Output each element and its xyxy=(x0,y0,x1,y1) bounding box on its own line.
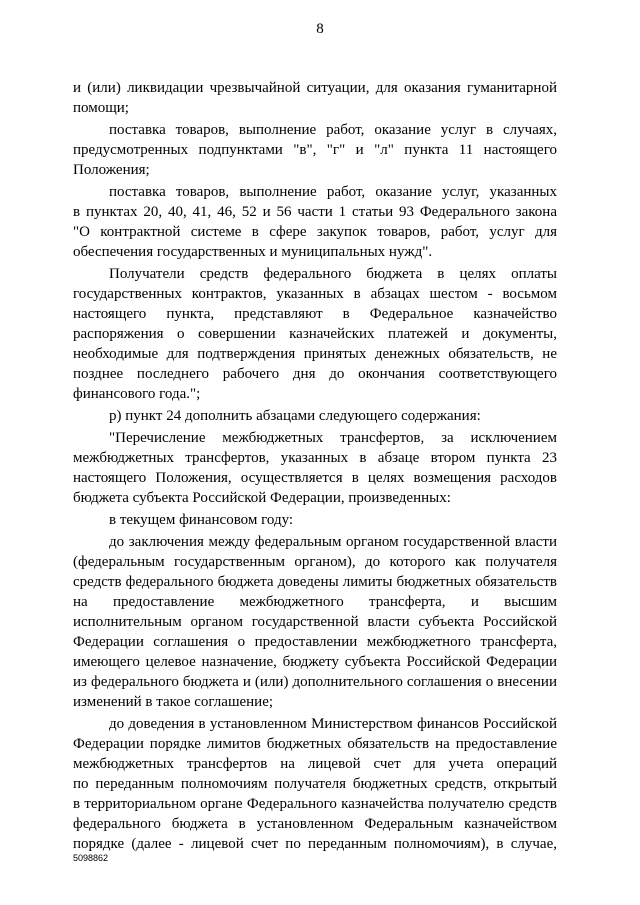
page-number: 8 xyxy=(316,21,324,37)
text-line: помощи; xyxy=(73,100,129,116)
text-line: и (или) ликвидации чрезвычайной ситуации, для оказания гуманитарной xyxy=(73,80,557,96)
text-line: р) пункт 24 дополнить абзацами следующего содержания: xyxy=(109,408,481,424)
text-line: федерального бюджета в установленном Федеральным казначейством xyxy=(73,816,557,832)
text-line: (федеральным государственным органом), до которого как получателя xyxy=(73,554,557,570)
text-line: поставка товаров, выполнение работ, оказание услуг в случаях, xyxy=(109,122,557,138)
text-line: предусмотренных подпунктами "в", "г" и "л" пункта 11 настоящего xyxy=(73,142,557,158)
text-line: до заключения между федеральным органом государственной власти xyxy=(109,534,557,550)
text-line: государственных контрактов, указанных в абзацах шестом - восьмом xyxy=(73,286,557,302)
text-line: "О контрактной системе в сфере закупок товаров, работ, услуг для xyxy=(73,224,557,240)
text-line: имеющего целевое назначение, бюджету субъекта Российской Федерации xyxy=(73,654,557,670)
text-line: до доведения в установленном Министерством финансов Российской xyxy=(109,716,557,732)
text-line: настоящего пункта, представляют в Федеральное казначейство xyxy=(73,306,557,322)
text-line: настоящего Положения, осуществляется в целях возмещения расходов xyxy=(73,470,557,486)
text-line: на предоставление межбюджетного трансферта, и высшим xyxy=(73,594,557,610)
text-line: в территориальном органе Федерального казначейства получателю средств xyxy=(73,796,557,812)
text-line: бюджета субъекта Российской Федерации, произведенных: xyxy=(73,490,451,506)
text-line: позднее последнего рабочего дня до окончания соответствующего xyxy=(73,366,557,382)
text-line: из федерального бюджета и (или) дополнительного соглашения о внесении xyxy=(73,674,557,690)
text-line: необходимые для подтверждения принятых денежных обязательств, не xyxy=(73,346,557,362)
text-line: поставка товаров, выполнение работ, оказание услуг, указанных xyxy=(109,184,557,200)
text-line: межбюджетных трансфертов на лицевой счет для учета операций xyxy=(73,756,557,772)
text-line: Положения; xyxy=(73,162,150,178)
text-line: распоряжения о совершении казначейских платежей и документы, xyxy=(73,326,557,342)
text-line: "Перечисление межбюджетных трансфертов, за исключением xyxy=(109,430,557,446)
text-line: Федерации соглашения о предоставлении межбюджетного трансферта, xyxy=(73,634,557,650)
text-line: обеспечения государственных и муниципальных нужд". xyxy=(73,244,433,260)
text-line: финансового года."; xyxy=(73,386,201,402)
text-line: межбюджетных трансфертов, указанных в абзаце втором пункта 23 xyxy=(73,450,557,466)
text-line: по переданным полномочиям получателя бюджетных средств, открытый xyxy=(73,776,557,792)
text-line: Получатели средств федерального бюджета в целях оплаты xyxy=(109,266,557,282)
text-line: средств федерального бюджета доведены лимиты бюджетных обязательств xyxy=(73,574,557,590)
document-id: 5098862 xyxy=(73,853,109,863)
text-line: исполнительным органом государственной власти субъекта Российской xyxy=(73,614,557,630)
text-line: в пунктах 20, 40, 41, 46, 52 и 56 части 1 статьи 93 Федерального закона xyxy=(73,204,557,220)
text-line: в текущем финансовом году: xyxy=(109,512,294,528)
text-line: изменений в такое соглашение; xyxy=(73,694,274,710)
text-line: порядке (далее - лицевой счет по переданным полномочиям), в случае, xyxy=(73,836,557,852)
text-line: Федерации порядке лимитов бюджетных обязательств на предоставление xyxy=(73,736,557,752)
